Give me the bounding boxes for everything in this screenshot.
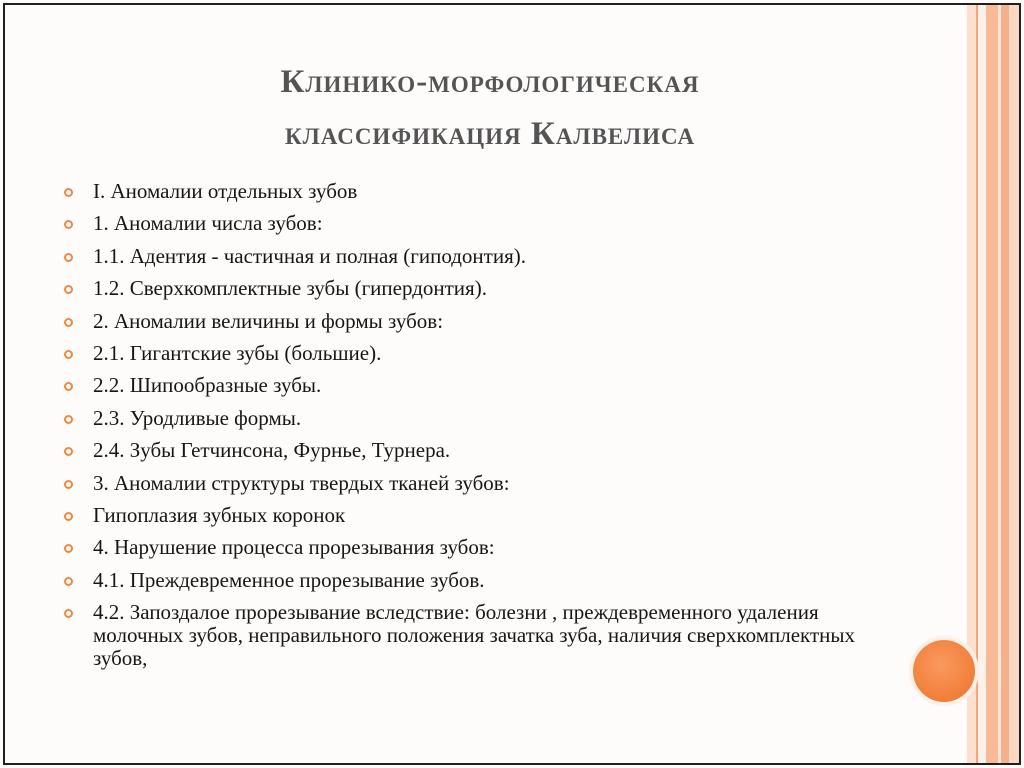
stripe (967, 5, 976, 763)
bullet-icon (64, 577, 73, 586)
bullet-icon (64, 480, 73, 489)
bullet-icon (64, 415, 73, 424)
list-item (62, 536, 902, 559)
bullet-icon (64, 318, 73, 327)
list-item-text: 3. Аномалии структуры твердых тканей зубов: (93, 470, 510, 495)
list-item (62, 212, 902, 235)
bullet-icon (64, 220, 73, 229)
bullet-icon (64, 285, 73, 294)
list-item-text: Гипоплазия зубных коронок (93, 502, 346, 527)
decorative-stripes (967, 5, 1019, 763)
stripe (986, 5, 998, 763)
list-item (62, 245, 902, 268)
slide-title-line-2: классификация Калвелиса (284, 116, 696, 152)
list-item (62, 310, 902, 333)
list-item-text: 2.4. Зубы Гетчинсона, Фурнье, Турнера. (93, 438, 451, 463)
list-item (62, 569, 902, 592)
decorative-circle-icon (913, 640, 975, 702)
bullet-icon (64, 382, 73, 391)
bullet-icon (64, 609, 73, 618)
stripe (1001, 5, 1009, 763)
stripe (978, 5, 986, 763)
list-item-text: 4. Нарушение процесса прорезывания зубов: (93, 535, 495, 560)
list-item-text: 2. Аномалии величины и формы зубов: (93, 308, 444, 333)
list-item (62, 277, 902, 300)
bullet-icon (64, 447, 73, 456)
slide-title-line-1: Клинико-морфологическая (280, 64, 700, 100)
list-item-text: 2.2. Шипообразные зубы. (93, 373, 322, 398)
bullet-icon (64, 544, 73, 553)
list-item (62, 439, 902, 462)
stripe (1009, 5, 1019, 763)
bullet-icon (64, 253, 73, 262)
list-item-text: 1.1. Адентия - частичная и полная (гиподонтия). (93, 243, 526, 268)
bullet-icon (64, 188, 73, 197)
list-item (62, 472, 902, 495)
list-item-text: 2.1. Гигантские зубы (большие). (93, 340, 382, 365)
list-item-text: I. Аномалии отдельных зубов (93, 179, 358, 203)
list-item (62, 504, 902, 527)
list-item-text: 4.1. Преждевременное прорезывание зубов. (93, 567, 485, 592)
bullet-icon (64, 350, 73, 359)
list-item-text: 2.3. Уродливые формы. (93, 405, 302, 430)
bullet-list (62, 180, 902, 679)
list-item (62, 180, 902, 203)
list-item (62, 407, 902, 430)
list-item-text: 1.2. Сверхкомплектные зубы (гипердонтия). (93, 276, 487, 301)
slide-title (120, 56, 860, 160)
bullet-icon (64, 512, 73, 521)
list-item-text: 1. Аномалии числа зубов: (93, 211, 323, 236)
list-item (62, 342, 902, 365)
list-item (62, 601, 902, 670)
list-item-text: 4.2. Запоздалое прорезывание вследствие: болезни , преждевременного удаления молочных зубов, неправильного положения зачатка зуба, наличия сверхкомплектных зубов, (93, 600, 855, 671)
list-item (62, 374, 902, 397)
